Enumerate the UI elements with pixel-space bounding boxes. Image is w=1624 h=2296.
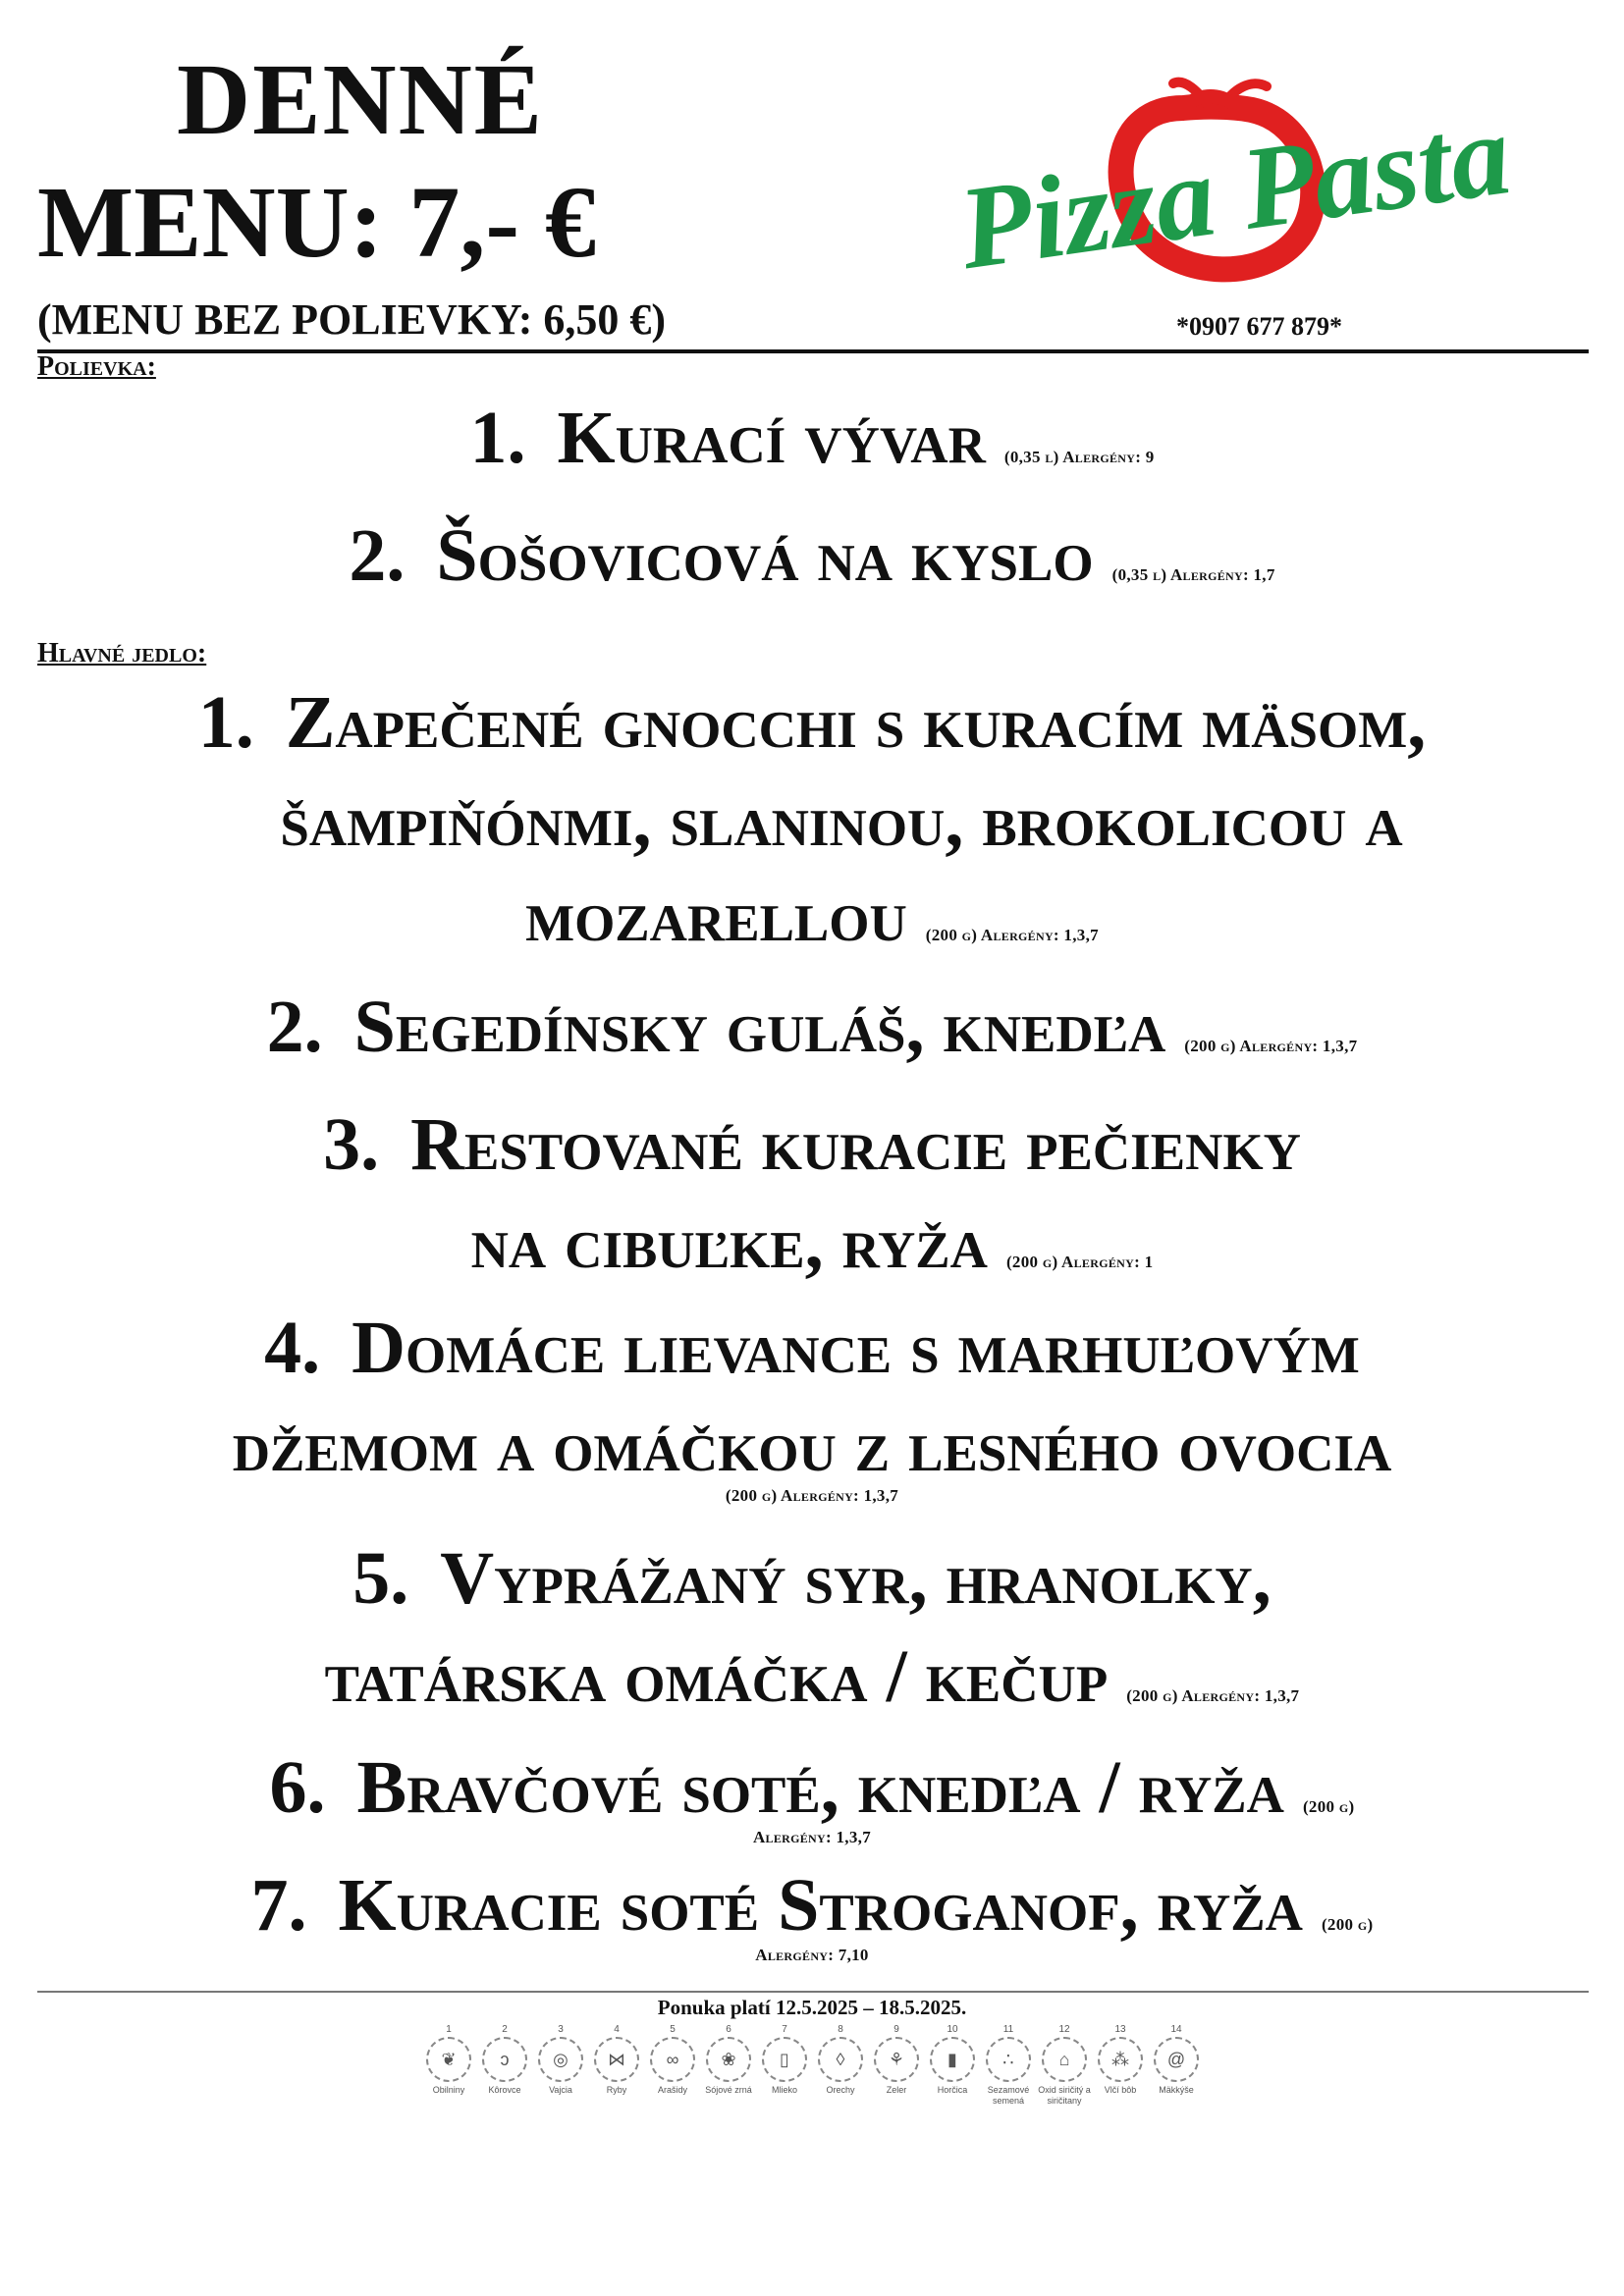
allergen-number: 14 [1170, 2024, 1182, 2035]
shrimp-icon: ↄ [482, 2037, 527, 2082]
allergen-2 [478, 2024, 531, 2096]
allergen-number: 1 [446, 2024, 452, 2035]
allergen-6 [702, 2024, 755, 2096]
logo-wordmark: Pizza Pasta [951, 87, 1518, 294]
main-item-4-line1: 4. Domáce lievance s marhuľovým [264, 1307, 1360, 1389]
soup-item-2: 2. Šošovicová na kyslo (0,35 l) Alergény: 1,7 [349, 514, 1275, 597]
allergen-label: Obilniny [432, 2085, 465, 2095]
menu-title-price: MENU: 7,- € [37, 166, 597, 279]
allergen-number: 10 [947, 2024, 958, 2035]
allergen-9 [870, 2024, 923, 2096]
allergen-3 [534, 2024, 587, 2096]
mustard-icon: ▮ [930, 2037, 975, 2082]
main-section-label: Hlavné jedlo: [37, 638, 207, 668]
allergen-8 [814, 2024, 867, 2096]
wheat-icon: ❦ [426, 2037, 471, 2082]
celery-icon: ⚘ [874, 2037, 919, 2082]
allergen-5 [646, 2024, 699, 2096]
allergen-number: 6 [726, 2024, 731, 2035]
allergen-label: Orechy [826, 2085, 855, 2095]
soup-section-label: Polievka: [37, 351, 156, 382]
allergen-label: Mlieko [771, 2085, 797, 2095]
allergen-label: Kôrovce [488, 2085, 521, 2095]
allergen-10 [926, 2024, 979, 2096]
egg-icon: ◎ [538, 2037, 583, 2082]
main-item-5-line2: tatárska omáčka / kečup (200 g) Alergény: 1,3,7 [324, 1635, 1300, 1718]
main-item-1-line3: mozarellou (200 g) Alergény: 1,3,7 [525, 875, 1099, 957]
main-item-7-note: Alergény: 7,10 [755, 1946, 869, 1964]
main-item-7: 7. Kuracie soté Stroganof, ryža (200 g) [250, 1864, 1374, 1947]
allergen-14 [1150, 2024, 1203, 2096]
main-item-4-note: (200 g) Alergény: 1,3,7 [725, 1486, 899, 1505]
sesame-icon: ∴ [986, 2037, 1031, 2082]
allergen-1 [422, 2024, 475, 2096]
nut-icon: ◊ [818, 2037, 863, 2082]
allergen-label: Vajcia [549, 2085, 572, 2095]
allergen-label: Mäkkýše [1159, 2085, 1194, 2095]
no-soup-price: (MENU BEZ POLIEVKY: 6,50 €) [37, 295, 667, 344]
allergen-number: 8 [838, 2024, 843, 2035]
mollusc-icon: @ [1154, 2037, 1199, 2082]
allergen-number: 5 [670, 2024, 676, 2035]
allergen-label: Horčica [937, 2085, 968, 2095]
allergen-number: 13 [1114, 2024, 1126, 2035]
main-item-3-line1: 3. Restované kuracie pečienky [323, 1103, 1301, 1186]
allergen-number: 12 [1058, 2024, 1070, 2035]
allergen-legend [422, 2024, 1208, 2152]
main-item-3-line2: na cibuľke, ryža (200 g) Alergény: 1 [470, 1201, 1154, 1284]
allergen-number: 2 [502, 2024, 508, 2035]
allergen-number: 7 [782, 2024, 787, 2035]
soup-item-1: 1. Kurací vývar (0,35 l) Alergény: 9 [469, 397, 1155, 479]
allergen-number: 11 [1002, 2024, 1014, 2035]
main-item-6: 6. Bravčové soté, knedľa / ryža (200 g) [269, 1746, 1355, 1829]
sulphite-icon: ⌂ [1042, 2037, 1087, 2082]
allergen-label: Sójové zrná [705, 2085, 752, 2095]
allergen-12 [1038, 2024, 1091, 2107]
allergen-label: Zeler [886, 2085, 907, 2095]
allergen-11 [982, 2024, 1035, 2107]
footer-divider [37, 1991, 1589, 1993]
allergen-label: Arašidy [657, 2085, 687, 2095]
main-item-6-note: Alergény: 1,3,7 [752, 1828, 872, 1846]
offer-validity: Ponuka platí 12.5.2025 – 18.5.2025. [657, 1996, 967, 2019]
menu-title-line1: DENNÉ [177, 43, 545, 156]
main-item-4-line2: džemom a omáčkou z lesného ovocia [232, 1405, 1392, 1487]
allergen-7 [758, 2024, 811, 2096]
allergen-number: 4 [614, 2024, 620, 2035]
peanut-icon: ∞ [650, 2037, 695, 2082]
main-item-1-line1: 1. Zapečené gnocchi s kuracím mäsom, [197, 681, 1427, 764]
subheader-line [37, 294, 1589, 353]
pizza-pasta-logo [938, 69, 1586, 294]
allergen-13 [1094, 2024, 1147, 2096]
allergen-label: Sezamové semená [987, 2085, 1030, 2106]
allergen-label: Ryby [606, 2085, 627, 2095]
lupin-icon: ⁂ [1098, 2037, 1143, 2082]
fish-icon: ⋈ [594, 2037, 639, 2082]
milk-icon: ▯ [762, 2037, 807, 2082]
allergen-number: 3 [558, 2024, 564, 2035]
main-item-2: 2. Segedínsky guláš, knedľa (200 g) Alergény: 1,3,7 [266, 986, 1358, 1068]
allergen-label: Oxid siričitý a siričitany [1038, 2085, 1091, 2106]
phone-number: *0907 677 879* [1176, 312, 1342, 341]
allergen-number: 9 [893, 2024, 899, 2035]
allergen-4 [590, 2024, 643, 2096]
allergen-label: Vlčí bôb [1104, 2085, 1137, 2095]
soy-icon: ❀ [706, 2037, 751, 2082]
main-item-5-line1: 5. Vyprážaný syr, hranolky, [352, 1537, 1272, 1620]
main-item-1-line2: šampiňónmi, slaninou, brokolicou a [280, 779, 1403, 862]
